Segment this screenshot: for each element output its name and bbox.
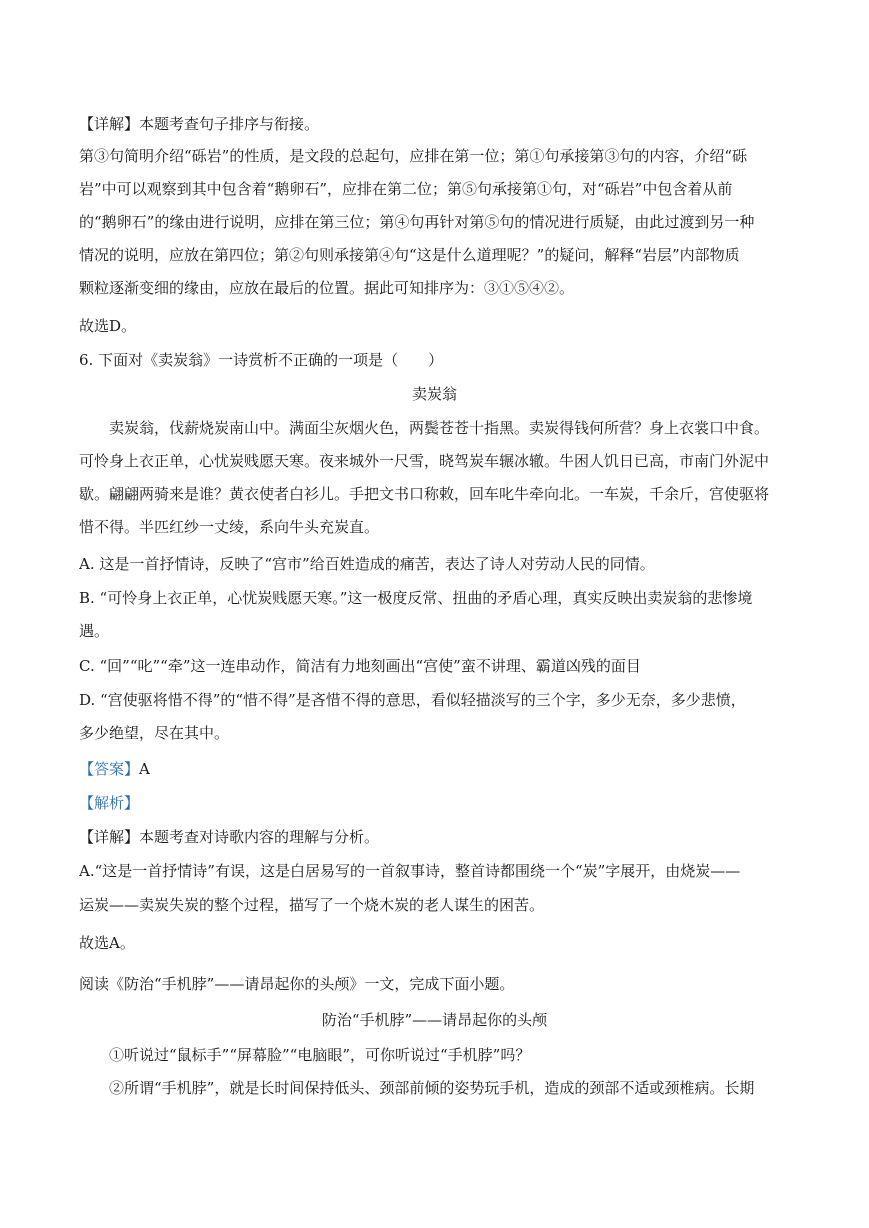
option-d: D. “宫使驱将惜不得”的“惜不得”是吝惜不得的意思，看似轻描淡写的三个字，多少无奈，多少悲愤， (79, 691, 746, 709)
article-paragraph: ①听说过“鼠标手”“屏幕脸”“电脑眼”，可你听说过“手机脖”吗？ (109, 1046, 531, 1064)
answer-choice: 故选D。 (79, 317, 137, 335)
poem-line: 可怜身上衣正单，心忧炭贱愿天寒。夜来城外一尺雪，晓驾炭车辗冰辙。牛困人饥日已高，市南门外泥中 (79, 452, 770, 470)
detail-heading: 【详解】本题考查对诗歌内容的理解与分析。 (79, 828, 380, 846)
poem-title: 卖炭翁 (411, 385, 457, 403)
article-paragraph: ②所谓“手机脖”，就是长时间保持低头、颈部前倾的姿势玩手机，造成的颈部不适或颈椎病。长期 (109, 1079, 755, 1097)
reading-intro: 阅读《防治“手机脖”——请昂起你的头颅》一文，完成下面小题。 (79, 975, 515, 993)
option-d-continued: 多少绝望，尽在其中。 (79, 724, 230, 742)
detail-heading: 【详解】本题考查句子排序与衔接。 (79, 115, 320, 133)
explanation-line: 第③句简明介绍“砾岩”的性质，是文段的总起句，应排在第一位；第①句承接第③句的内容，介绍“砾 (79, 147, 748, 165)
explanation-line: A.“这是一首抒情诗”有误，这是白居易写的一首叙事诗，整首诗都围绕一个“炭”字展开，由烧炭—— (79, 862, 741, 880)
article-title: 防治“手机脖”——请昂起你的头颅 (321, 1011, 548, 1029)
answer-choice: 故选A。 (79, 934, 135, 952)
question-stem: 6. 下面对《卖炭翁》一诗赏析不正确的一项是（ ） (79, 351, 444, 369)
explanation-line: 岩”中可以观察到其中包含着“鹅卵石”，应排在第二位；第⑤句承接第①句，对“砾岩”中包含着从前 (79, 180, 733, 198)
answer-tag: 【答案】 (79, 760, 140, 778)
poem-line: 卖炭翁，伐薪烧炭南山中。满面尘灰烟火色，两鬓苍苍十指黑。卖炭得钱何所营？身上衣裳口中食。 (109, 419, 770, 437)
option-b-continued: 遇。 (79, 622, 110, 640)
answer-line (79, 759, 791, 781)
explanation-line: 运炭——卖炭失炭的整个过程，描写了一个烧木炭的老人谋生的困苦。 (79, 896, 545, 914)
poem-line: 惜不得。半匹红纱一丈绫，系向牛头充炭直。 (79, 518, 380, 536)
answer-value: A (139, 760, 150, 778)
option-c: C. “回”“叱”“牵”这一连串动作，简洁有力地刻画出“宫使”蛮不讲理、霸道凶残的面目 (79, 657, 641, 675)
option-b: B. “可怜身上衣正单，心忧炭贱愿天寒。”这一极度反常、扭曲的矛盾心理，真实反映出卖炭翁的悲惨境 (79, 589, 753, 607)
poem-line: 歇。翩翩两骑来是谁？黄衣使者白衫儿。手把文书口称敕，回车叱牛牵向北。一车炭，千余斤，宫使驱将 (79, 485, 770, 503)
option-a: A. 这是一首抒情诗，反映了“宫市”给百姓造成的痛苦，表达了诗人对劳动人民的同情。 (79, 555, 655, 573)
explanation-line: 的“鹅卵石”的缘由进行说明，应排在第三位；第④句再针对第⑤句的情况进行质疑，由此过渡到另一种 (79, 213, 755, 231)
explanation-line: 颗粒逐渐变细的缘由，应放在最后的位置。据此可知排序为：③①⑤④②。 (79, 279, 575, 297)
explanation-line: 情况的说明，应放在第四位；第②句则承接第④句“这是什么道理呢？”的疑问，解释“岩层”内部物质 (79, 246, 740, 264)
analysis-tag: 【解析】 (79, 794, 140, 812)
